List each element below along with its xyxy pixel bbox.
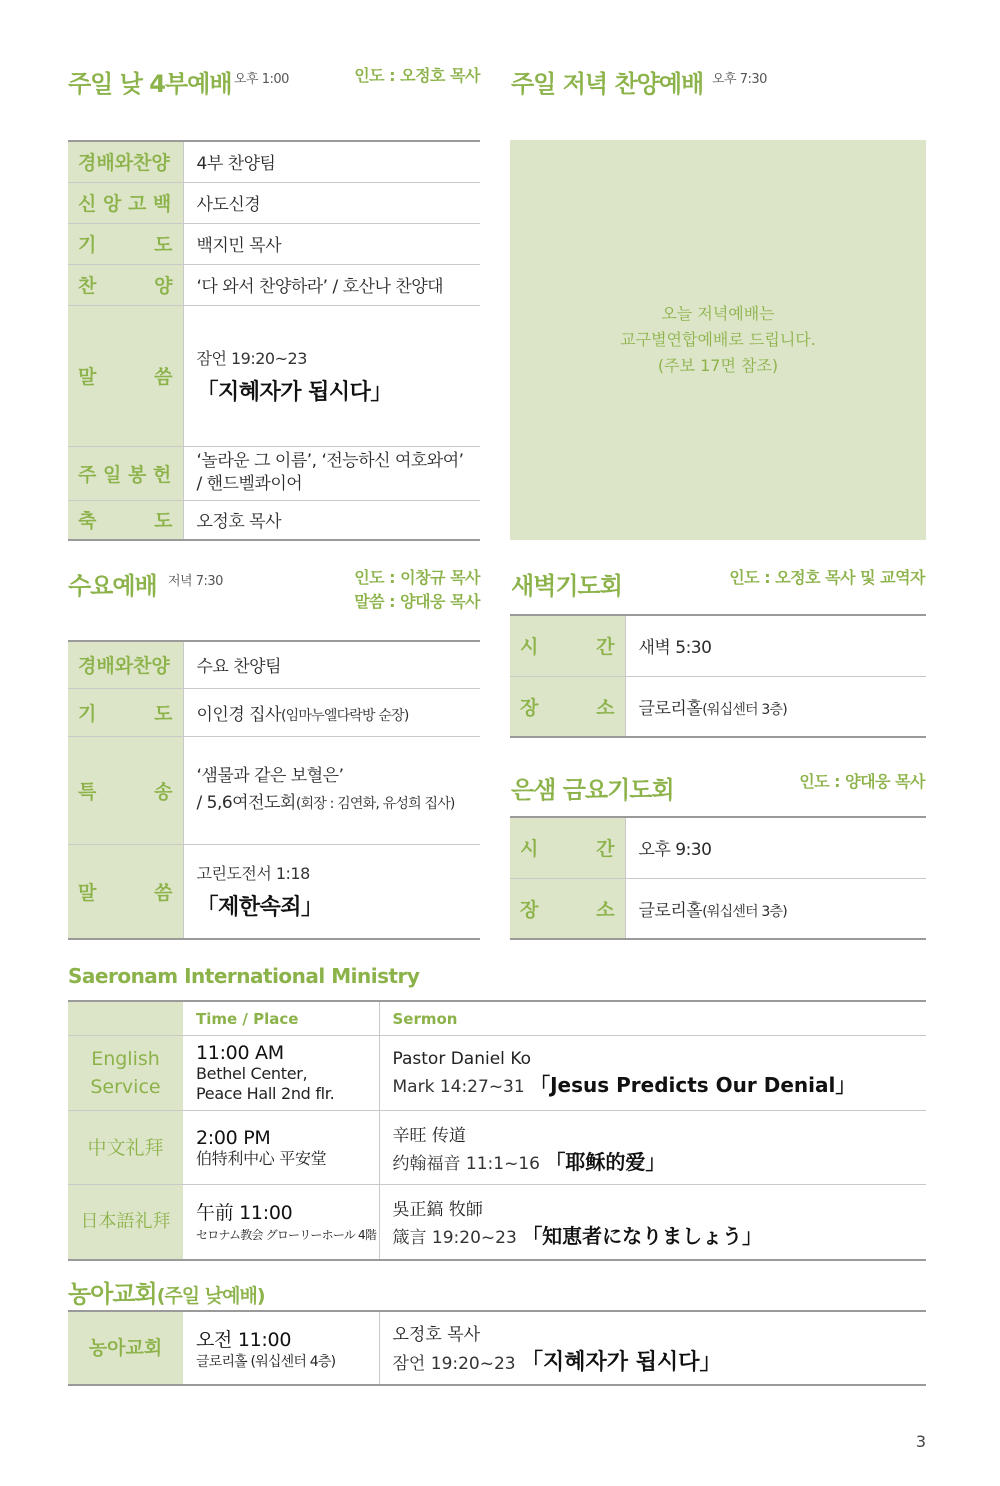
wednesday-preacher: 말씀 : 양대웅 목사 (354, 592, 480, 611)
scripture-reference: 잠언 19:20~23 (196, 348, 307, 368)
wednesday-header (68, 566, 480, 618)
deaf-church-table (68, 1310, 926, 1386)
page-number: 3 (915, 1432, 926, 1451)
deaf-church-header (68, 1274, 265, 1309)
wednesday-time: 저녁 7:30 (168, 574, 223, 589)
row-value: 4부 찬양팀 (183, 141, 480, 182)
service-name: 농아교회 (68, 1311, 183, 1385)
row-label-part: 도 (154, 234, 173, 256)
service-name-line: English (91, 1048, 160, 1070)
service-row (68, 1036, 926, 1111)
service-place-line: 伯特利中心 平安堂 (196, 1148, 327, 1168)
service-time: 2:00 PM (196, 1126, 271, 1149)
program-row (68, 736, 480, 844)
program-row (68, 446, 480, 500)
program-row (68, 182, 480, 223)
row-value: 오정호 목사 (183, 500, 480, 540)
scripture-reference: 约翰福音 11:1~16 (392, 1153, 540, 1174)
row-label-part: 축 (78, 510, 97, 533)
row-label-part: 장 (520, 696, 539, 719)
row-value: 사도신경 (183, 182, 480, 223)
sunday-evening-header (511, 64, 925, 100)
row-label-part: 장 (520, 898, 539, 921)
service-time: 오전 11:00 (196, 1328, 292, 1351)
row-value-line: ‘놀라운 그 이름’, ‘전능하신 여호와여’ (196, 451, 464, 471)
program-row (510, 878, 926, 939)
row-label-part: 소 (596, 898, 615, 921)
program-row (68, 844, 480, 939)
row-label-part: 시 (520, 838, 539, 861)
row-label-part: 기 (78, 702, 97, 725)
row-value-note: (임마누엘다락방 순장) (281, 707, 409, 724)
program-row (510, 676, 926, 737)
friday-prayer-leader: 인도 : 양대웅 목사 (799, 772, 925, 791)
sunday-4th-leader: 인도 : 오정호 목사 (354, 66, 480, 85)
notice-line: (주보 17면 참조) (657, 356, 779, 375)
sermon-title: 「Jesus Predicts Our Denial」 (530, 1072, 856, 1097)
row-value-line: / 핸드벨콰이어 (196, 474, 303, 494)
row-label-part: 소 (596, 696, 615, 719)
row-label-part: 간 (596, 636, 615, 659)
service-time: 午前 11:00 (196, 1202, 293, 1225)
scripture-reference: 잠언 19:20~23 (392, 1354, 516, 1374)
international-table-header (68, 1001, 926, 1036)
preacher: 吳正鎬 牧師 (392, 1199, 483, 1220)
program-row (68, 641, 480, 688)
service-time: 11:00 AM (196, 1042, 284, 1064)
row-value-note: (워십센터 3층) (702, 701, 787, 718)
service-row (68, 1185, 926, 1260)
deaf-church-title: 농아교회 (68, 1280, 157, 1308)
notice-line: 교구별연합예배로 드립니다. (620, 330, 816, 349)
sermon-title: 「지혜자가 됩시다」 (196, 379, 392, 405)
row-label-part: 찬 (78, 275, 97, 297)
service-place: 글로리홀 (워십센터 4층) (196, 1353, 336, 1370)
program-row (68, 223, 480, 264)
service-row (68, 1311, 926, 1385)
header-sermon: Sermon (379, 1001, 926, 1036)
sermon-title: 「耶稣的爱」 (545, 1149, 666, 1174)
program-row (68, 500, 480, 540)
sermon-title: 「지혜자가 됩시다」 (521, 1350, 722, 1375)
service-name-line: 日本語礼拜 (80, 1210, 171, 1232)
row-label-part: 도 (154, 510, 173, 533)
sunday-4th-time: 오후 1:00 (234, 72, 289, 87)
deaf-church-subtitle: (주일 낮예배) (156, 1285, 265, 1307)
sunday-4th-program-table (68, 140, 480, 541)
sermon-title: 「知恵者になりましょう」 (522, 1223, 763, 1248)
sermon-title: 「제한속죄」 (196, 895, 323, 921)
international-title: Saeronam International Ministry (68, 964, 420, 988)
row-label-part: 시 (520, 636, 539, 659)
row-value: 새벽 5:30 (625, 615, 926, 676)
row-value: 이인경 집사 (196, 704, 282, 725)
row-label-part: 간 (596, 838, 615, 861)
row-value: 글로리홀 (638, 698, 703, 719)
row-value: 글로리홀 (638, 900, 703, 921)
wednesday-title: 수요예배 (68, 572, 157, 600)
row-value: 백지민 목사 (183, 223, 480, 264)
row-label-part: 송 (154, 780, 173, 803)
service-name-line: Service (90, 1076, 161, 1098)
row-value: 오후 9:30 (625, 817, 926, 878)
sunday-4th-header (68, 64, 480, 100)
row-label: 주 일 봉 헌 (68, 446, 183, 500)
row-value-line: / 5,6여전도회 (196, 792, 296, 813)
dawn-prayer-title: 새벽기도회 (511, 572, 622, 600)
row-value-note: (워십센터 3층) (702, 903, 787, 920)
row-label: 경배와찬양 (68, 641, 183, 688)
header-time-place: Time / Place (183, 1001, 379, 1036)
service-name-line: 中文礼拜 (87, 1136, 164, 1159)
row-label: 신 앙 고 백 (68, 182, 183, 223)
wednesday-program-table (68, 640, 480, 940)
row-label-part: 씀 (154, 366, 173, 388)
row-label-part: 도 (154, 702, 173, 725)
dawn-prayer-leader: 인도 : 오정호 목사 및 교역자 (729, 568, 925, 587)
preacher: 오정호 목사 (392, 1325, 481, 1345)
row-label-part: 씀 (154, 881, 173, 904)
row-value: ‘다 와서 찬양하라’ / 호산나 찬양대 (183, 264, 480, 305)
row-label-part: 말 (78, 366, 97, 388)
program-row (68, 264, 480, 305)
preacher: 辛旺 传道 (392, 1125, 466, 1146)
program-row (68, 688, 480, 736)
dawn-prayer-header (511, 566, 925, 602)
sunday-evening-notice-box (510, 140, 926, 540)
row-value-note: (회장 : 김연화, 유성희 집사) (295, 795, 455, 812)
sunday-evening-time: 오후 7:30 (712, 72, 767, 87)
program-row (68, 141, 480, 182)
row-label-part: 말 (78, 881, 97, 904)
scripture-reference: Mark 14:27~31 (392, 1076, 525, 1097)
row-label: 경배와찬양 (68, 141, 183, 182)
friday-prayer-header (511, 770, 925, 806)
friday-prayer-title: 은샘 금요기도회 (511, 776, 674, 804)
service-row (68, 1111, 926, 1185)
program-row (510, 817, 926, 878)
sunday-evening-title: 주일 저녁 찬양예배 (511, 70, 704, 98)
preacher: Pastor Daniel Ko (392, 1048, 532, 1069)
friday-prayer-table (510, 816, 926, 940)
dawn-prayer-table (510, 614, 926, 738)
row-label-part: 기 (78, 234, 97, 256)
scripture-reference: 箴言 19:20~23 (392, 1227, 517, 1248)
scripture-reference: 고린도전서 1:18 (196, 864, 310, 884)
wednesday-leader: 인도 : 이창규 목사 (354, 568, 480, 587)
sunday-4th-title: 주일 낮 4부예배 (68, 70, 232, 98)
international-table (68, 1000, 926, 1261)
notice-line: 오늘 저녁예배는 (661, 304, 775, 323)
program-row (68, 305, 480, 446)
row-label-part: 양 (154, 275, 173, 297)
service-place-line: Peace Hall 2nd flr. (196, 1084, 335, 1103)
row-label-part: 특 (78, 780, 97, 803)
row-value: 수요 찬양팀 (183, 641, 480, 688)
program-row (510, 615, 926, 676)
service-place-line: セロナム教会 グローリーホール 4階 (196, 1228, 377, 1243)
service-place-line: Bethel Center, (196, 1064, 308, 1083)
row-value-line: ‘샘물과 같은 보혈은’ (196, 765, 344, 786)
